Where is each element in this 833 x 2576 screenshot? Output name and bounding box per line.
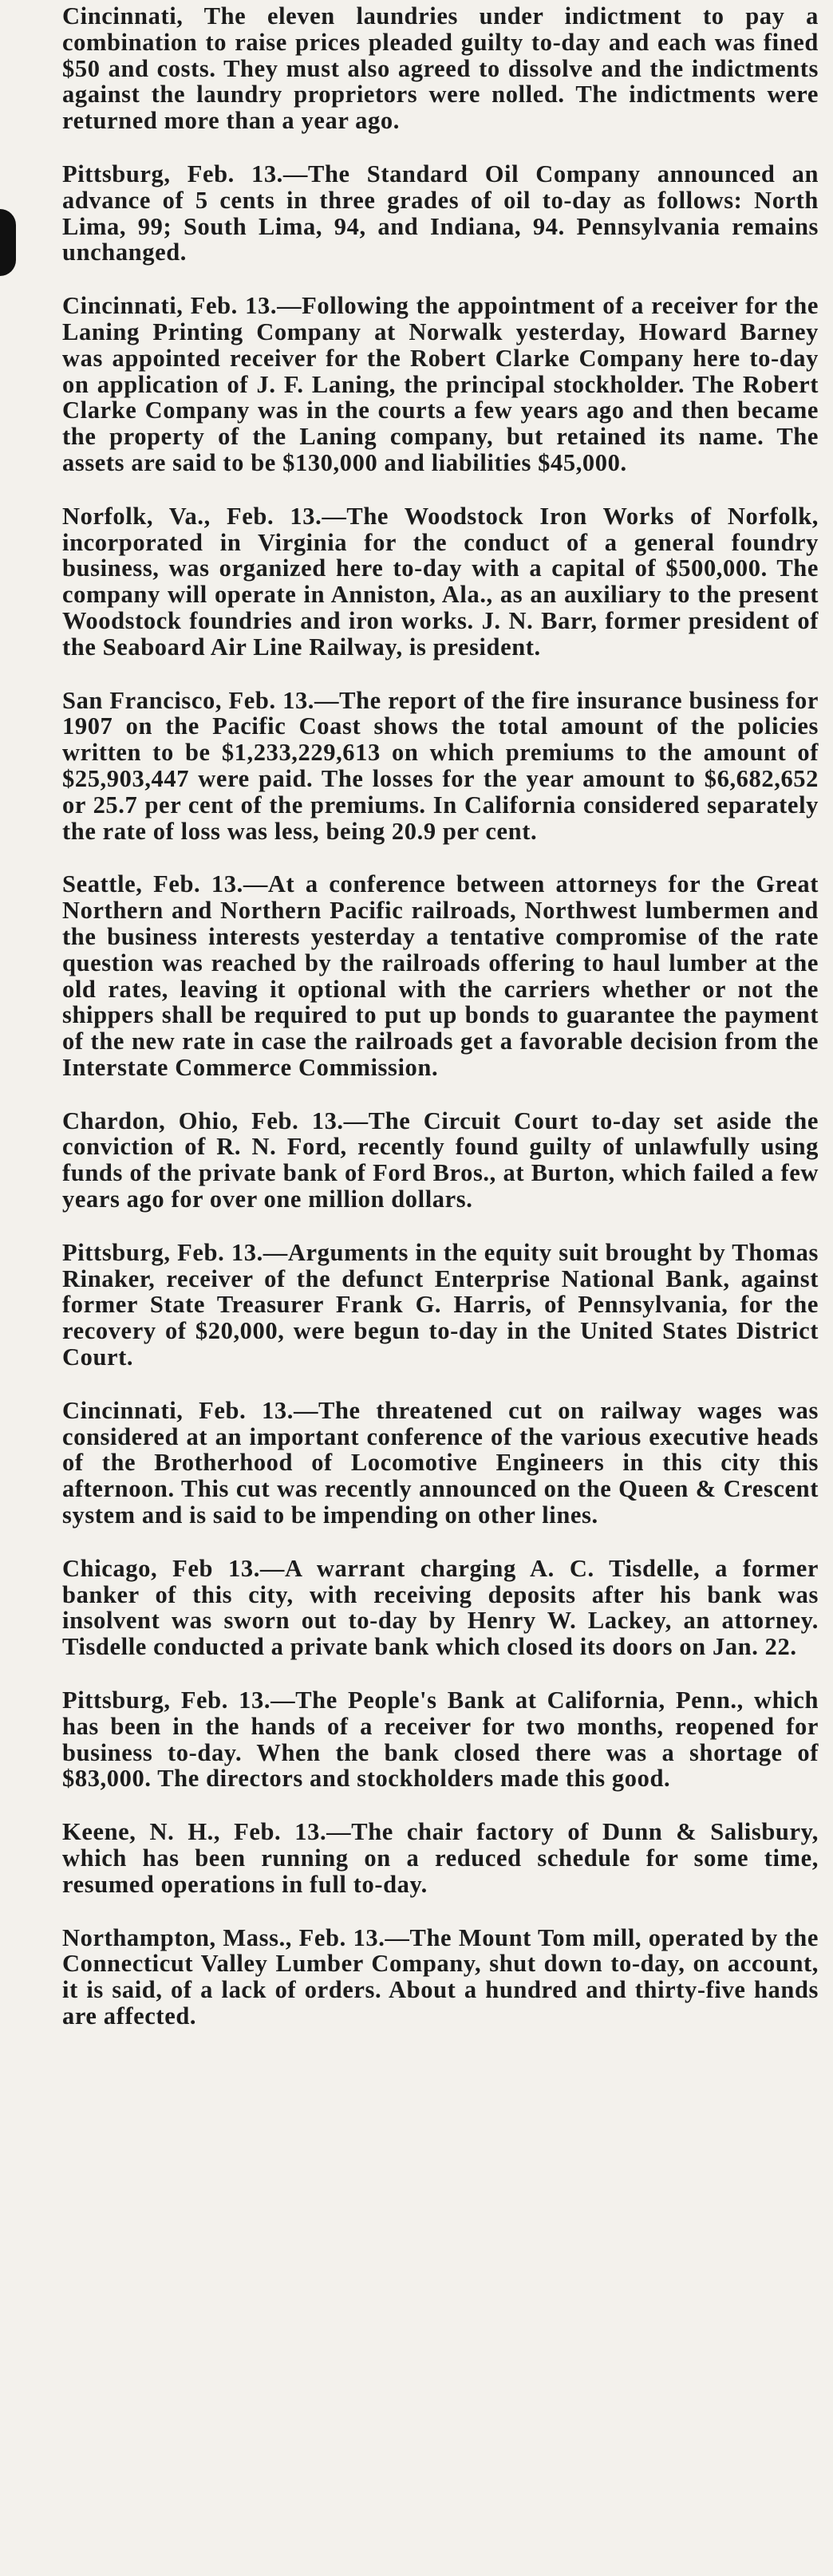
news-text: —The Circuit Court to-day set aside the conviction of R. N. Ford, recently found guilty of unlawfully using funds of the private bank of Ford Bros., at Burton, which failed a few years ago for over one million dollars. [62,1107,819,1213]
news-text: —The chair factory of Dunn & Salisbury, which has been running on a reduced schedule for some time, resumed operations in full to-day. [62,1818,819,1898]
news-dateline: Pittsburg, Feb. 13. [62,1238,263,1266]
news-text: —The report of the fire insurance business for 1907 on the Pacific Coast shows the total amount of the policies written to be $1,233,229,613 on which premiums to the amount of $25,903,447 were paid. The losses for the year amount to $6,682,652 or 25.7 per cent of the premiums. In California considered separately the rate of loss was less, being 20.9 per cent. [62,686,819,845]
news-dateline: Keene, N. H., Feb. 13. [62,1818,327,1846]
news-item [62,1240,819,1371]
news-item [62,1556,819,1660]
news-dateline: Chicago, Feb 13. [62,1554,260,1582]
news-text: —The Woodstock Iron Works of Norfolk, incorporated in Virginia for the conduct of a general foundry business, was organized here to-day with a capital of $500,000. The company will operate in Anniston, Ala., as an auxiliary to the present Woodstock foundries and iron works. J. N. Barr, former president of the Seaboard Air Line Railway, is president. [62,502,819,661]
page-edge-mark [0,209,16,276]
news-item [62,871,819,1080]
news-text: —At a conference between attorneys for the Great Northern and Northern Pacific railroads, Northwest lumbermen and the business interests yesterday a tentative compromise of the rate question was reached by the railroads offering to haul lumber at the old rates, leaving it optional with the carriers whether or not the shippers shall be required to put up bonds to guarantee the payment of the new rate in case the railroads get a favorable decision from the Interstate Commerce Commission. [62,870,819,1081]
news-dateline: Chardon, Ohio, Feb. 13. [62,1107,344,1134]
news-text: —The Mount Tom mill, operated by the Connecticut Valley Lumber Company, shut down to-day, on account, it is said, of a lack of orders. About a hundred and thirty-five hands are affected. [62,1923,819,2030]
news-dateline: Pittsburg, Feb. 13. [62,160,283,187]
news-text: —The Standard Oil Company announced an advance of 5 cents in three grades of oil to-day as follows: North Lima, 99; South Lima, 94, and Indiana, 94. Pennsylvania remains unchanged. [62,160,819,266]
news-text: —A warrant charging A. C. Tisdelle, a former banker of this city, with receiving deposits after his bank was insolvent was sworn out to-day by Henry W. Lackey, an attorney. Tisdelle conducted a private bank which closed its doors on Jan. 22. [62,1554,819,1661]
news-item [62,1108,819,1213]
news-item [62,503,819,661]
news-dateline: Cincinnati, Feb. 13. [62,292,278,320]
news-item [62,688,819,845]
news-item [62,161,819,266]
news-item [62,1819,819,1897]
news-item [62,293,819,476]
news-item [62,1925,819,2030]
news-item [62,3,819,134]
news-text: —Following the appointment of a receiver for the Laning Printing Company at Norwalk yesterday, Howard Barney was appointed receiver for the Robert Clarke Company here to-day on application of J. F. Laning, the principal stockholder. The Robert Clarke Company was in the courts a few years ago and then became the property of the Laning company, but retained its name. The assets are said to be $130,000 and liabilities $45,000. [62,292,819,476]
news-column [62,3,819,2030]
news-item [62,1398,819,1529]
news-text: The eleven laundries under indictment to pay a combination to raise prices pleaded guilty to-day and each was fined $50 and costs. They must also agreed to dissolve and the indictments against the laundry proprietors were nolled. The indictments were returned more than a year ago. [62,2,819,135]
news-item [62,1687,819,1792]
news-text: —The threatened cut on railway wages was considered at an important conference of the various executive heads of the Brotherhood of Locomotive Engineers in this city this afternoon. This cut was recently announced on the Queen & Crescent system and is said to be impending on other lines. [62,1396,819,1529]
news-dateline: Pittsburg, Feb. 13. [62,1686,271,1714]
news-text: —The People's Bank at California, Penn., which has been in the hands of a receiver for two months, reopened for business to-day. When the bank closed there was a shortage of $83,000. The directors and stockholders made this good. [62,1686,819,1793]
news-dateline: Norfolk, Va., Feb. 13. [62,502,322,530]
news-dateline: Cincinnati, [62,2,184,30]
news-dateline: Northampton, Mass., Feb. 13. [62,1923,385,1951]
news-dateline: Seattle, Feb. 13. [62,870,243,898]
news-text: —Arguments in the equity suit brought by Thomas Rinaker, receiver of the defunct Enterprise National Bank, against former State Treasurer Frank G. Harris, of Pennsylvania, for the recovery of $20,000, were begun to-day in the United States District Court. [62,1238,819,1371]
news-dateline: Cincinnati, Feb. 13. [62,1396,294,1424]
news-dateline: San Francisco, Feb. 13. [62,686,315,714]
